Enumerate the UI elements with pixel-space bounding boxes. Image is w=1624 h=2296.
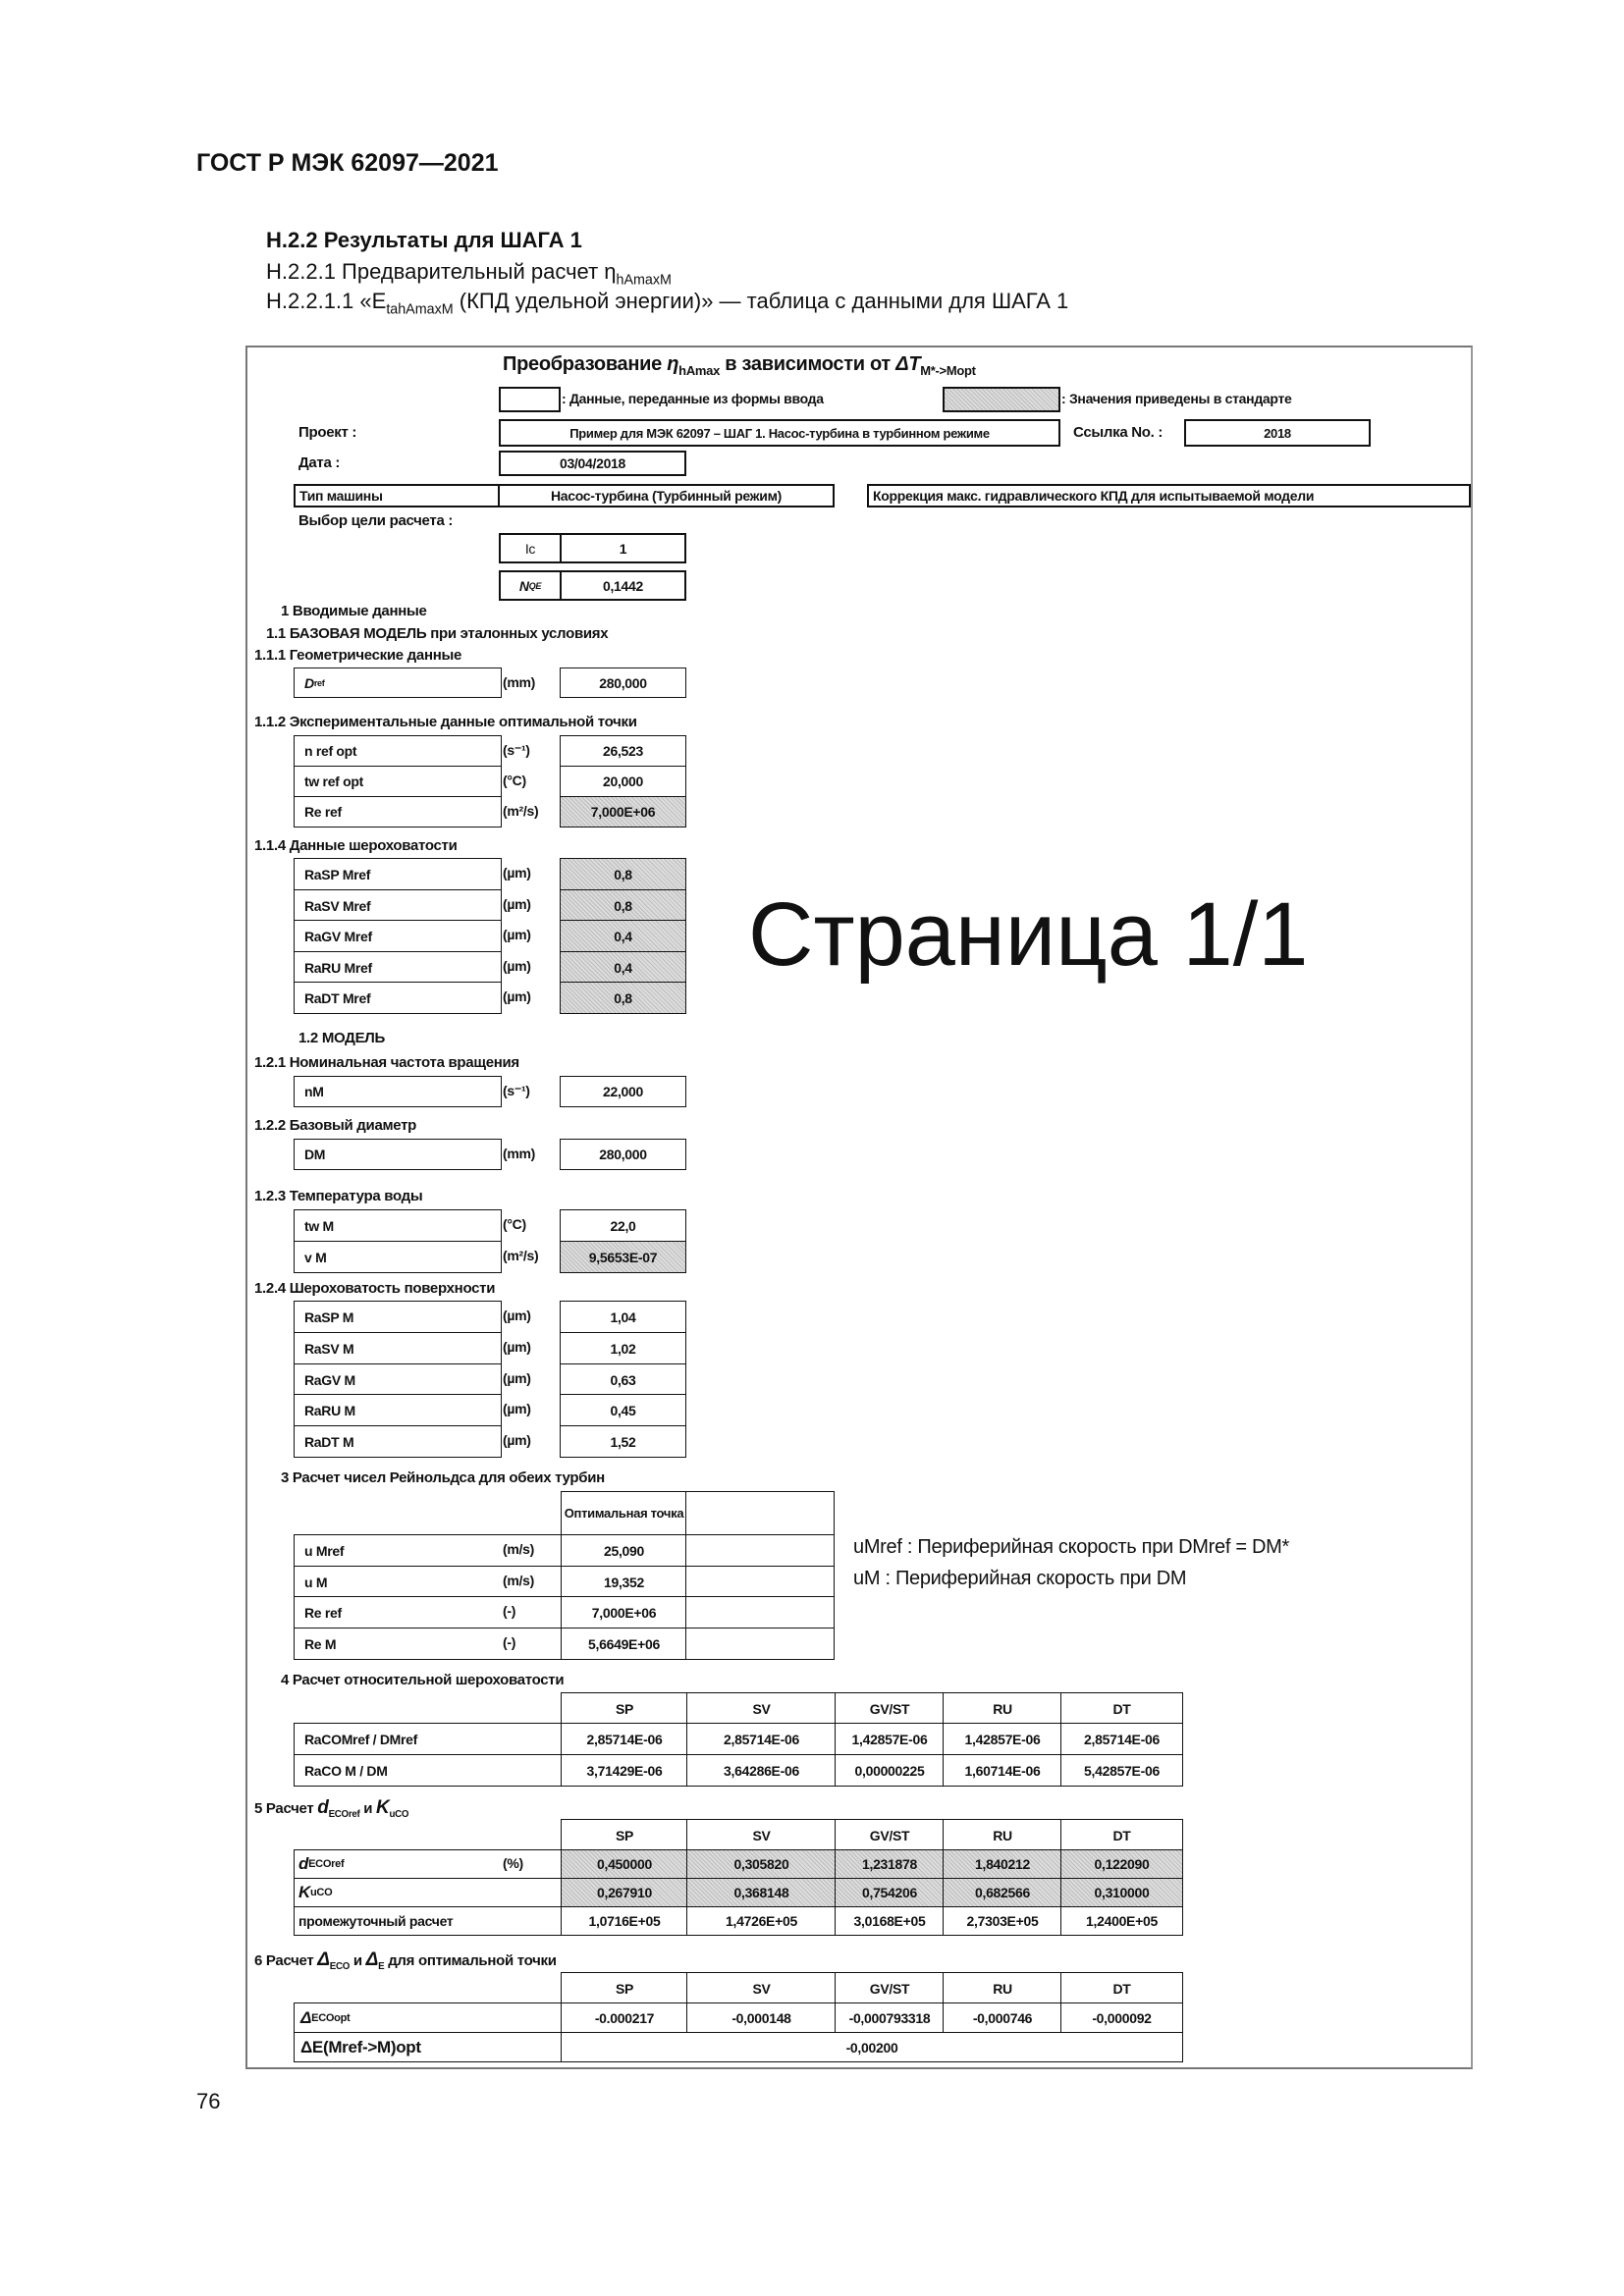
ic-label: Ic — [499, 533, 562, 563]
caption-sub: tahAmaxM — [386, 301, 454, 318]
row-label: Re ref — [294, 1596, 562, 1629]
value-cell: 1,42857E-06 — [943, 1723, 1062, 1755]
title-dt-sub: M*->Mopt — [920, 363, 976, 378]
row-label: RaSV M — [294, 1332, 502, 1364]
column-header: DT — [1060, 1819, 1183, 1851]
project-label: Проект : — [298, 424, 357, 441]
h6-b: Δ — [365, 1949, 379, 1970]
date-field[interactable]: 03/04/2018 — [499, 451, 686, 476]
label-text: Δ — [300, 2008, 312, 2027]
value-cell: 5,42857E-06 — [1060, 1754, 1183, 1787]
row-label: DM — [294, 1139, 502, 1170]
note-um: uM : Периферийная скорость при DM — [853, 1568, 1187, 1589]
value-cell: 0,682566 — [943, 1878, 1062, 1907]
value-cell: -0,000793318 — [835, 2002, 945, 2034]
section-heading: 3 Расчет чисел Рейнольдса для обеих турбин — [281, 1469, 605, 1486]
h5-b-sub: uCO — [389, 1809, 409, 1820]
value-cell: 2,85714E-06 — [1060, 1723, 1183, 1755]
value-cell: 0,267910 — [561, 1878, 688, 1907]
section-heading: 1.1 БАЗОВАЯ МОДЕЛЬ при эталонных условиях — [266, 625, 609, 642]
value-cell: 0,754206 — [835, 1878, 945, 1907]
value-cell: 0,122090 — [1060, 1849, 1183, 1879]
row-label: ΔE(Mref->M)opt — [294, 2032, 563, 2062]
reference-field[interactable]: 2018 — [1184, 419, 1371, 447]
label-text: K — [298, 1883, 310, 1901]
heading-5 — [254, 1797, 408, 1820]
document-code: ГОСТ Р МЭК 62097—2021 — [196, 149, 499, 177]
value-cell[interactable]: 20,000 — [560, 766, 686, 797]
row-label — [294, 1878, 563, 1907]
row-unit: (µm) — [503, 1401, 531, 1416]
value-cell: 0,00000225 — [835, 1754, 945, 1787]
table-caption — [266, 289, 1068, 317]
value-cell: -0,000148 — [686, 2002, 837, 2034]
value-cell: 1,60714E-06 — [943, 1754, 1062, 1787]
legend-standard-swatch — [943, 387, 1060, 412]
value-cell: 3,64286E-06 — [686, 1754, 837, 1787]
target-label: Выбор цели расчета : — [298, 512, 454, 529]
row-label: RaDT M — [294, 1425, 502, 1458]
row-label — [294, 667, 502, 698]
column-header: SP — [561, 1819, 688, 1851]
row-unit: (m/s) — [503, 1541, 534, 1557]
row-unit: (µm) — [503, 896, 531, 912]
total-value-cell: -0,00200 — [561, 2032, 1183, 2062]
value-cell: 2,85714E-06 — [561, 1723, 688, 1755]
value-cell: 1,42857E-06 — [835, 1723, 945, 1755]
value-cell[interactable]: 0,63 — [560, 1363, 686, 1396]
date-label: Дата : — [298, 454, 341, 471]
subsection-heading — [266, 259, 672, 288]
row-label: Re M — [294, 1628, 562, 1660]
row-label: RaGV M — [294, 1363, 502, 1396]
column-header: GV/ST — [835, 1819, 945, 1851]
row-label: RaCO M / DM — [294, 1754, 563, 1787]
value-cell: -0,000092 — [1060, 2002, 1183, 2034]
row-label: v M — [294, 1241, 502, 1273]
column-header: DT — [1060, 1692, 1183, 1725]
page-number: 76 — [196, 2089, 221, 2113]
value-cell: 1,2400E+05 — [1060, 1906, 1183, 1936]
h6-a-sub: ECO — [329, 1961, 350, 1972]
title-eta-sub: hAmax — [678, 363, 721, 378]
empty-cell — [685, 1566, 835, 1598]
row-label: tw M — [294, 1209, 502, 1242]
row-unit: (s⁻¹) — [503, 1083, 530, 1098]
row-unit: (µm) — [503, 1432, 531, 1448]
row-label: tw ref opt — [294, 766, 502, 797]
value-cell: 0,4 — [560, 920, 686, 952]
section-heading: H.2.2 Результаты для ШАГА 1 — [266, 228, 582, 252]
label-sub: ECOref — [308, 1858, 345, 1870]
correction-label: Коррекция макс. гидравлического КПД для испытываемой модели — [867, 484, 1471, 507]
row-unit: (mm) — [503, 674, 536, 690]
row-label — [294, 2002, 563, 2034]
value-cell: 0,450000 — [561, 1849, 688, 1879]
value-cell: 19,352 — [561, 1566, 687, 1598]
label-sub: ref — [313, 677, 325, 688]
sheet-title — [503, 353, 976, 378]
note-umref: uMref : Периферийная скорость при DMref = DM* — [853, 1536, 1289, 1558]
value-cell: 7,000E+06 — [561, 1596, 687, 1629]
section-heading: 1.2.4 Шероховатость поверхности — [254, 1280, 496, 1297]
row-unit: (%) — [503, 1855, 523, 1871]
row-unit: (µm) — [503, 1339, 531, 1355]
value-cell: 9,5653E-07 — [560, 1241, 686, 1273]
title-mid: в зависимости от — [720, 353, 896, 375]
value-cell[interactable]: 22,000 — [560, 1076, 686, 1107]
row-unit: (µm) — [503, 1370, 531, 1386]
subsection-sub: hAmaxM — [616, 272, 672, 289]
label-sub: ECOopt — [311, 2012, 351, 2024]
row-unit: (µm) — [503, 1308, 531, 1323]
value-cell: 2,7303E+05 — [943, 1906, 1062, 1936]
empty-cell — [685, 1596, 835, 1629]
section-heading: 1.1.1 Геометрические данные — [254, 647, 462, 664]
value-cell[interactable]: 1,04 — [560, 1301, 686, 1333]
value-cell: 0,305820 — [686, 1849, 837, 1879]
value-cell: 5,6649E+06 — [561, 1628, 687, 1660]
ic-field[interactable]: 1 — [560, 533, 686, 563]
row-label: RaCOMref / DMref — [294, 1723, 563, 1755]
caption-pre: H.2.2.1.1 «E — [266, 289, 387, 313]
label-text: d — [298, 1854, 309, 1873]
h5-b: K — [376, 1797, 390, 1818]
reynolds-header-empty — [685, 1491, 835, 1536]
row-unit: (m²/s) — [503, 1248, 539, 1263]
value-cell: 0,8 — [560, 982, 686, 1014]
value-cell: -0.000217 — [561, 2002, 688, 2034]
page-watermark: Страница 1/1 — [748, 884, 1309, 985]
section-heading: 1 Вводимые данные — [281, 603, 427, 619]
label-sub: uCO — [309, 1887, 333, 1898]
row-unit: (-) — [503, 1603, 516, 1619]
subsection-text: H.2.2.1 Предварительный расчет η — [266, 259, 617, 284]
legend-standard-label: : Значения приведены в стандарте — [1061, 391, 1292, 406]
value-cell[interactable]: 280,000 — [560, 1139, 686, 1170]
h5-a: d — [317, 1797, 329, 1818]
value-cell: 2,85714E-06 — [686, 1723, 837, 1755]
row-unit: (µm) — [503, 958, 531, 974]
value-cell: 0,368148 — [686, 1878, 837, 1907]
row-unit: (°C) — [503, 773, 526, 788]
value-cell: 1,0716E+05 — [561, 1906, 688, 1936]
value-cell: 25,090 — [561, 1534, 687, 1567]
column-header: SP — [561, 1692, 688, 1725]
reference-label: Ссылка No. : — [1073, 424, 1164, 441]
section-heading: 1.2.1 Номинальная частота вращения — [254, 1054, 519, 1071]
h6-pre: 6 Расчет — [254, 1952, 318, 1969]
row-unit: (°C) — [503, 1216, 526, 1232]
row-unit: (s⁻¹) — [503, 742, 530, 758]
value-cell: -0,000746 — [943, 2002, 1062, 2034]
column-header: RU — [943, 1972, 1062, 2004]
value-cell: 1,4726E+05 — [686, 1906, 837, 1936]
row-label: u M — [294, 1566, 562, 1598]
row-label: nM — [294, 1076, 502, 1107]
value-cell: 0,8 — [560, 889, 686, 922]
value-cell: 7,000E+06 — [560, 796, 686, 828]
title-eta: η — [667, 353, 679, 375]
column-header: SV — [686, 1819, 837, 1851]
nqe-label — [499, 570, 562, 601]
row-label: промежуточный расчет — [294, 1906, 563, 1936]
column-header: DT — [1060, 1972, 1183, 2004]
value-cell[interactable]: 22,0 — [560, 1209, 686, 1242]
nqe-text: N — [518, 577, 529, 594]
machine-type-field[interactable]: Насос-турбина (Турбинный режим) — [498, 484, 835, 507]
legend-input-label: : Данные, переданные из формы ввода — [562, 391, 824, 406]
title-dt: ΔT — [895, 353, 921, 375]
row-label: RaSV Mref — [294, 889, 502, 922]
value-cell: 0,310000 — [1060, 1878, 1183, 1907]
row-unit: (m/s) — [503, 1573, 534, 1588]
section-heading: 1.1.4 Данные шероховатости — [254, 837, 458, 854]
row-label: n ref opt — [294, 735, 502, 767]
row-label: RaRU Mref — [294, 951, 502, 984]
value-cell: 0,4 — [560, 951, 686, 984]
column-header: GV/ST — [835, 1692, 945, 1725]
value-cell[interactable]: 280,000 — [560, 667, 686, 698]
row-label: Re ref — [294, 796, 502, 828]
h5-mid: и — [359, 1800, 377, 1817]
h6-mid: и — [349, 1952, 366, 1969]
title-text: Преобразование — [503, 353, 668, 375]
value-cell: 0,8 — [560, 858, 686, 890]
row-unit: (µm) — [503, 927, 531, 942]
column-header: SV — [686, 1972, 837, 2004]
value-cell[interactable]: 1,02 — [560, 1332, 686, 1364]
spreadsheet-frame — [245, 346, 1473, 2069]
row-unit: (-) — [503, 1634, 516, 1650]
project-field[interactable]: Пример для МЭК 62097 – ШАГ 1. Насос-турбина в турбинном режиме — [499, 419, 1060, 447]
h6-b-sub: E — [378, 1961, 385, 1972]
h5-pre: 5 Расчет — [254, 1800, 318, 1817]
reynolds-header: Оптимальная точка — [561, 1491, 687, 1536]
row-unit: (mm) — [503, 1146, 536, 1161]
row-label: u Mref — [294, 1534, 562, 1567]
column-header: SV — [686, 1692, 837, 1725]
label-text: D — [304, 674, 314, 691]
value-cell[interactable]: 1,52 — [560, 1425, 686, 1458]
value-cell[interactable]: 26,523 — [560, 735, 686, 767]
h5-a-sub: ECOref — [328, 1809, 360, 1820]
section-heading: 1.2.3 Температура воды — [254, 1188, 423, 1204]
row-unit: (m²/s) — [503, 803, 539, 819]
row-unit: (µm) — [503, 988, 531, 1004]
row-label: RaDT Mref — [294, 982, 502, 1014]
value-cell: 3,71429E-06 — [561, 1754, 688, 1787]
column-header: SP — [561, 1972, 688, 2004]
h6-a: Δ — [317, 1949, 330, 1970]
h6-post: для оптимальной точки — [384, 1952, 557, 1969]
section-heading: 1.2 МОДЕЛЬ — [298, 1030, 385, 1046]
value-cell: 1,231878 — [835, 1849, 945, 1879]
nqe-field[interactable]: 0,1442 — [560, 570, 686, 601]
caption-post: (КПД удельной энергии)» — таблица с данными для ШАГА 1 — [453, 289, 1069, 313]
machine-type-label: Тип машины — [294, 484, 500, 507]
section-heading: 1.2.2 Базовый диаметр — [254, 1117, 417, 1134]
row-label: RaRU M — [294, 1394, 502, 1426]
value-cell: 1,840212 — [943, 1849, 1062, 1879]
section-heading: 4 Расчет относительной шероховатости — [281, 1672, 565, 1688]
column-header: GV/ST — [835, 1972, 945, 2004]
empty-cell — [685, 1628, 835, 1660]
row-label: RaSP M — [294, 1301, 502, 1333]
row-unit: (µm) — [503, 865, 531, 881]
heading-6 — [254, 1949, 557, 1972]
column-header: RU — [943, 1819, 1062, 1851]
empty-cell — [685, 1534, 835, 1567]
nqe-sub: QE — [528, 580, 542, 591]
value-cell: 3,0168E+05 — [835, 1906, 945, 1936]
legend-input-swatch — [499, 387, 561, 412]
value-cell[interactable]: 0,45 — [560, 1394, 686, 1426]
section-heading: 1.1.2 Экспериментальные данные оптимальной точки — [254, 714, 637, 730]
row-label: RaSP Mref — [294, 858, 502, 890]
row-label: RaGV Mref — [294, 920, 502, 952]
column-header: RU — [943, 1692, 1062, 1725]
